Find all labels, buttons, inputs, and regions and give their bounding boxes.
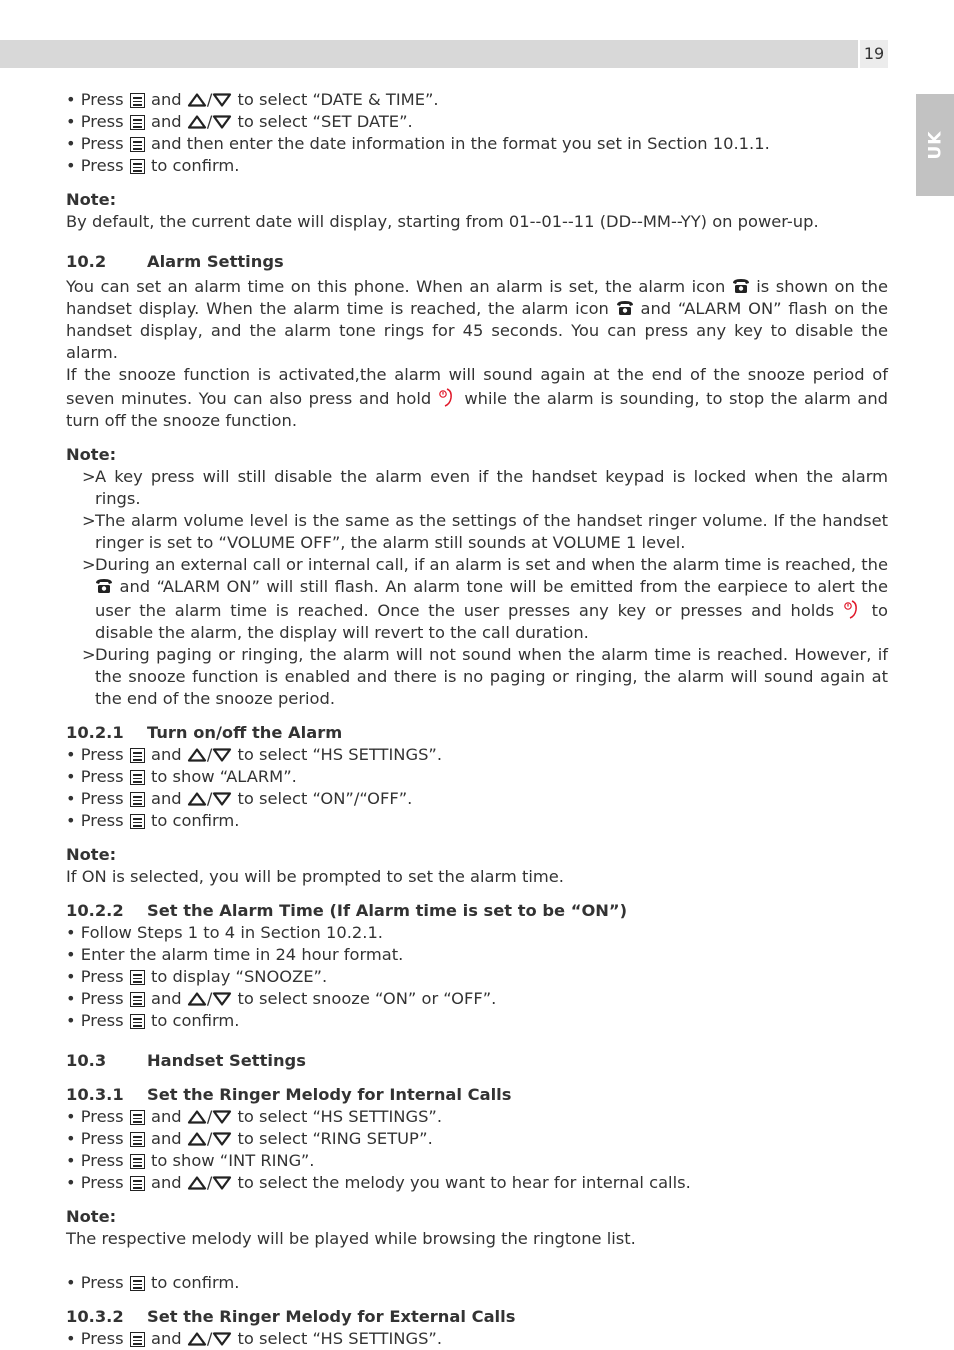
alarm-clock-icon (95, 577, 113, 594)
section-heading-10-2: 10.2 Alarm Settings (66, 252, 284, 271)
down-key-icon (212, 748, 232, 762)
up-key-icon (187, 93, 207, 107)
page-number: 19 (860, 40, 888, 68)
step: • Press to display “SNOOZE”. (66, 967, 328, 986)
note-text: The respective melody will be played while browsing the ringtone list. (66, 1229, 636, 1248)
menu-key-icon (130, 992, 145, 1007)
snooze-paragraph: If the snooze function is activated,the alarm will sound again at the end of the snooze period of seven minutes. You can also press and hold while the alarm is sounding, to stop the alarm and turn off the snooze function. (66, 365, 888, 430)
alarm-clock-icon (616, 299, 634, 316)
menu-key-icon (130, 1132, 145, 1147)
step-list-alarm (66, 744, 888, 832)
down-key-icon (212, 115, 232, 129)
step: • Press and / to select “RING SETUP”. (66, 1129, 433, 1148)
step: • Press and / to select “HS SETTINGS”. (66, 1107, 443, 1126)
power-end-key-icon (843, 598, 863, 620)
up-key-icon (187, 1332, 207, 1346)
up-key-icon (187, 792, 207, 806)
note-label: Note: (66, 190, 117, 209)
alarm-clock-icon (732, 277, 750, 294)
step: • Press and then enter the date information in the format you set in Section 10.1.1. (66, 134, 770, 153)
header-bar (0, 40, 858, 68)
step: • Press and / to select “HS SETTINGS”. (66, 745, 443, 764)
menu-key-icon (130, 1154, 145, 1169)
note-item: > The alarm volume level is the same as the settings of the handset ringer volume. If the handset ringer is set to “VOLUME OFF”, the alarm still sounds at VOLUME 1 level. (82, 511, 888, 552)
note-item: > During an external call or internal call, if an alarm is set and when the alarm time is reached, the and “ALARM ON” will still flash. An alarm tone will be emitted from the earpiece to alert the user the alarm time is reached. Once the user presses any key or presses and holds to disable the alarm, the display will revert to the call duration. (82, 555, 889, 642)
note-label: Note: (66, 845, 117, 864)
down-key-icon (212, 93, 232, 107)
menu-key-icon (130, 1110, 145, 1125)
step: • Press to show “ALARM”. (66, 767, 297, 786)
menu-key-icon (130, 814, 145, 829)
step: • Press and / to select “HS SETTINGS”. (66, 1329, 443, 1348)
section-heading-10-2-2: 10.2.2 Set the Alarm Time (If Alarm time is set to be “ON”) (66, 901, 628, 920)
note-item: > A key press will still disable the alarm even if the handset keypad is locked when the alarm rings. (82, 467, 888, 508)
step: • Press to confirm. (66, 156, 240, 175)
language-tab (916, 94, 954, 196)
menu-key-icon (130, 93, 145, 108)
up-key-icon (187, 748, 207, 762)
section-heading-10-3: 10.3 Handset Settings (66, 1051, 306, 1070)
down-key-icon (212, 792, 232, 806)
section-heading-10-3-1: 10.3.1 Set the Ringer Melody for Internal Calls (66, 1085, 512, 1104)
up-key-icon (187, 1132, 207, 1146)
up-key-icon (187, 1176, 207, 1190)
step-list-alarm-time (66, 922, 888, 1032)
menu-key-icon (130, 970, 145, 985)
note-label: Note: (66, 1207, 117, 1226)
page-content (66, 89, 888, 1350)
step: • Press and / to select “ON”/“OFF”. (66, 789, 413, 808)
section-heading-10-2-1: 10.2.1 Turn on/off the Alarm (66, 723, 343, 742)
menu-key-icon (130, 1014, 145, 1029)
menu-key-icon (130, 1176, 145, 1191)
section-heading-10-3-2: 10.3.2 Set the Ringer Melody for External Calls (66, 1307, 516, 1326)
step: • Press and / to select “SET DATE”. (66, 112, 413, 131)
step-list-date (66, 89, 888, 177)
menu-key-icon (130, 770, 145, 785)
menu-key-icon (130, 1276, 145, 1291)
up-key-icon (187, 115, 207, 129)
step: • Press to confirm. (66, 1011, 240, 1030)
step-list-internal-ring (66, 1106, 888, 1194)
alarm-intro-paragraph: You can set an alarm time on this phone. When an alarm is set, the alarm icon is shown on the handset display. When the alarm time is reached, the alarm icon and “ALARM ON” flash on the handset display, and the alarm tone rings for 45 seconds. You can press any key to disable the alarm. (66, 277, 889, 362)
step: • Press and / to select “DATE & TIME”. (66, 90, 439, 109)
down-key-icon (212, 1176, 232, 1190)
note-text: If ON is selected, you will be prompted to set the alarm time. (66, 867, 564, 886)
down-key-icon (212, 1110, 232, 1124)
menu-key-icon (130, 159, 145, 174)
menu-key-icon (130, 792, 145, 807)
note-label: Note: (66, 445, 117, 464)
step: • Press and / to select snooze “ON” or “OFF”. (66, 989, 497, 1008)
down-key-icon (212, 992, 232, 1006)
power-end-key-icon (438, 386, 458, 408)
step: • Press and / to select the melody you want to hear for internal calls. (66, 1173, 691, 1192)
menu-key-icon (130, 748, 145, 763)
down-key-icon (212, 1332, 232, 1346)
up-key-icon (187, 1110, 207, 1124)
down-key-icon (212, 1132, 232, 1146)
language-tab-label: UK (924, 130, 945, 160)
up-key-icon (187, 992, 207, 1006)
menu-key-icon (130, 1332, 145, 1347)
menu-key-icon (130, 115, 145, 130)
menu-key-icon (130, 137, 145, 152)
step: • Press to confirm. (66, 811, 240, 830)
step: • Press to confirm. (66, 1273, 240, 1292)
note-text: By default, the current date will display, starting from 01--01--11 (DD--MM--YY) on power-up. (66, 212, 819, 231)
step: • Press to show “INT RING”. (66, 1151, 315, 1170)
step: • Enter the alarm time in 24 hour format. (66, 945, 404, 964)
note-item: > During paging or ringing, the alarm will not sound when the alarm time is reached. However, if the snooze function is enabled and there is no paging or ringing, the alarm will sound again at the end of the snooze period. (82, 645, 888, 708)
step: • Follow Steps 1 to 4 in Section 10.2.1. (66, 923, 383, 942)
